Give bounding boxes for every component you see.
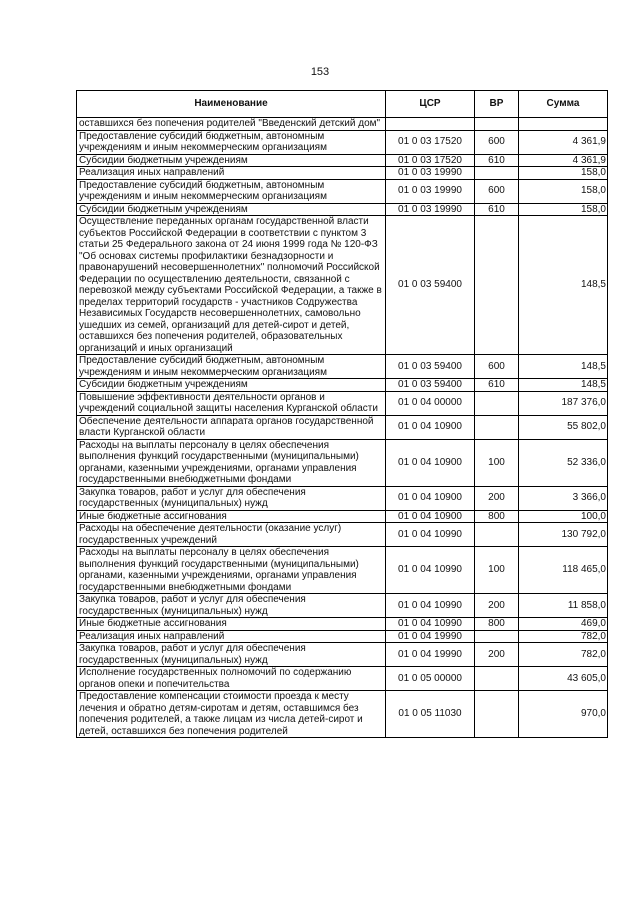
table-row bbox=[77, 510, 608, 523]
cell-sum bbox=[519, 118, 608, 131]
cell-vr: 600 bbox=[475, 179, 519, 203]
page-number: 153 bbox=[310, 66, 330, 78]
cell-vr: 100 bbox=[475, 547, 519, 594]
table-row bbox=[77, 379, 608, 392]
cell-vr: 610 bbox=[475, 154, 519, 167]
cell-name: Исполнение государственных полномочий по содержанию органов опеки и попечительства bbox=[77, 667, 386, 691]
table-row bbox=[77, 547, 608, 594]
table-row bbox=[77, 486, 608, 510]
table-row bbox=[77, 118, 608, 131]
cell-name: Предоставление субсидий бюджетным, автономным учреждениям и иным некоммерческим организациям bbox=[77, 130, 386, 154]
cell-name: Иные бюджетные ассигнования bbox=[77, 618, 386, 631]
header-csr: ЦСР bbox=[386, 91, 475, 118]
cell-name: Закупка товаров, работ и услуг для обеспечения государственных (муниципальных) нужд bbox=[77, 594, 386, 618]
cell-csr: 01 0 03 59400 bbox=[386, 379, 475, 392]
cell-csr: 01 0 03 59400 bbox=[386, 355, 475, 379]
cell-vr: 100 bbox=[475, 439, 519, 486]
cell-vr bbox=[475, 523, 519, 547]
table-row bbox=[77, 523, 608, 547]
cell-csr: 01 0 04 10990 bbox=[386, 618, 475, 631]
cell-vr: 600 bbox=[475, 130, 519, 154]
cell-vr bbox=[475, 630, 519, 643]
cell-vr: 200 bbox=[475, 643, 519, 667]
cell-name: Осуществление переданных органам государственной власти субъектов Российской Федерации в соответствии с пунктом 3 статьи 25 Федерального закона от 24 июня 1999 года № 120-ФЗ "Об основах системы профилактики безнадзорности и правонарушений несовершеннолетних" полномочий Российской Федерации по осуществлению деятельности, связанной с перевозкой между субъектами Российской Федерации, а также в пределах территорий государств - участников Содружества Независимых Государств несовершеннолетних, самовольно ушедших из семей, организаций для детей-сирот и детей, оставшихся без попечения родителей, образовательных организаций и иных организаций bbox=[77, 216, 386, 355]
cell-sum: 4 361,9 bbox=[519, 154, 608, 167]
cell-sum: 148,5 bbox=[519, 355, 608, 379]
cell-sum: 11 858,0 bbox=[519, 594, 608, 618]
cell-name: Предоставление субсидий бюджетным, автономным учреждениям и иным некоммерческим организациям bbox=[77, 179, 386, 203]
cell-sum: 148,5 bbox=[519, 216, 608, 355]
cell-csr: 01 0 05 00000 bbox=[386, 667, 475, 691]
cell-sum: 55 802,0 bbox=[519, 415, 608, 439]
table-row bbox=[77, 667, 608, 691]
table-row bbox=[77, 154, 608, 167]
cell-vr: 800 bbox=[475, 510, 519, 523]
cell-name: Предоставление компенсации стоимости проезда к месту лечения и обратно детям-сиротам и детям, оставшимся без попечения родителей, а также лицам из числа детей-сирот и детей, оставшихся без попечения родителей bbox=[77, 691, 386, 738]
cell-name: Закупка товаров, работ и услуг для обеспечения государственных (муниципальных) нужд bbox=[77, 486, 386, 510]
table-header bbox=[77, 91, 608, 118]
cell-csr: 01 0 03 19990 bbox=[386, 179, 475, 203]
cell-name: Повышение эффективности деятельности органов и учреждений социальной защиты населения Курганской области bbox=[77, 391, 386, 415]
cell-vr: 610 bbox=[475, 379, 519, 392]
cell-csr: 01 0 03 17520 bbox=[386, 130, 475, 154]
cell-name: Субсидии бюджетным учреждениям bbox=[77, 379, 386, 392]
cell-sum: 187 376,0 bbox=[519, 391, 608, 415]
cell-csr: 01 0 05 11030 bbox=[386, 691, 475, 738]
cell-csr bbox=[386, 118, 475, 131]
cell-sum: 130 792,0 bbox=[519, 523, 608, 547]
cell-csr: 01 0 03 59400 bbox=[386, 216, 475, 355]
cell-csr: 01 0 04 10900 bbox=[386, 510, 475, 523]
cell-name: Иные бюджетные ассигнования bbox=[77, 510, 386, 523]
table-row bbox=[77, 643, 608, 667]
table-row bbox=[77, 216, 608, 355]
cell-name: оставшихся без попечения родителей "Введенский детский дом" bbox=[77, 118, 386, 131]
header-row bbox=[77, 91, 608, 118]
cell-vr bbox=[475, 415, 519, 439]
cell-sum: 158,0 bbox=[519, 203, 608, 216]
table-row bbox=[77, 439, 608, 486]
cell-vr: 800 bbox=[475, 618, 519, 631]
cell-sum: 100,0 bbox=[519, 510, 608, 523]
cell-vr: 600 bbox=[475, 355, 519, 379]
cell-sum: 4 361,9 bbox=[519, 130, 608, 154]
cell-sum: 118 465,0 bbox=[519, 547, 608, 594]
table-row bbox=[77, 391, 608, 415]
cell-csr: 01 0 03 19990 bbox=[386, 167, 475, 180]
cell-name: Предоставление субсидий бюджетным, автономным учреждениям и иным некоммерческим организациям bbox=[77, 355, 386, 379]
cell-name: Расходы на выплаты персоналу в целях обеспечения выполнения функций государственными (муниципальными) органами, казенными учреждениями, органами управления государственными внебюджетными фондами bbox=[77, 439, 386, 486]
cell-name: Субсидии бюджетным учреждениям bbox=[77, 203, 386, 216]
cell-csr: 01 0 03 17520 bbox=[386, 154, 475, 167]
cell-sum: 782,0 bbox=[519, 630, 608, 643]
cell-vr: 200 bbox=[475, 486, 519, 510]
cell-sum: 43 605,0 bbox=[519, 667, 608, 691]
cell-name: Расходы на обеспечение деятельности (оказание услуг) государственных учреждений bbox=[77, 523, 386, 547]
cell-vr: 610 bbox=[475, 203, 519, 216]
cell-csr: 01 0 04 10900 bbox=[386, 415, 475, 439]
cell-name: Закупка товаров, работ и услуг для обеспечения государственных (муниципальных) нужд bbox=[77, 643, 386, 667]
table-row bbox=[77, 203, 608, 216]
header-sum: Сумма bbox=[519, 91, 608, 118]
cell-sum: 52 336,0 bbox=[519, 439, 608, 486]
cell-sum: 970,0 bbox=[519, 691, 608, 738]
budget-table bbox=[76, 90, 608, 738]
cell-csr: 01 0 04 10990 bbox=[386, 547, 475, 594]
cell-csr: 01 0 04 10900 bbox=[386, 439, 475, 486]
header-name: Наименование bbox=[77, 91, 386, 118]
table-row bbox=[77, 167, 608, 180]
cell-vr bbox=[475, 667, 519, 691]
cell-csr: 01 0 04 19990 bbox=[386, 643, 475, 667]
table-row bbox=[77, 594, 608, 618]
cell-vr bbox=[475, 167, 519, 180]
cell-csr: 01 0 04 10900 bbox=[386, 486, 475, 510]
table-row bbox=[77, 130, 608, 154]
table-body bbox=[77, 118, 608, 738]
cell-csr: 01 0 03 19990 bbox=[386, 203, 475, 216]
cell-csr: 01 0 04 10990 bbox=[386, 594, 475, 618]
cell-name: Обеспечение деятельности аппарата органов государственной власти Курганской области bbox=[77, 415, 386, 439]
cell-csr: 01 0 04 00000 bbox=[386, 391, 475, 415]
cell-sum: 782,0 bbox=[519, 643, 608, 667]
cell-sum: 3 366,0 bbox=[519, 486, 608, 510]
header-vr: ВР bbox=[475, 91, 519, 118]
cell-name: Расходы на выплаты персоналу в целях обеспечения выполнения функций государственными (муниципальными) органами, казенными учреждениями, органами управления государственными внебюджетными фондами bbox=[77, 547, 386, 594]
table-row bbox=[77, 415, 608, 439]
cell-name: Реализация иных направлений bbox=[77, 630, 386, 643]
cell-vr bbox=[475, 391, 519, 415]
cell-vr: 200 bbox=[475, 594, 519, 618]
table-row bbox=[77, 691, 608, 738]
table-row bbox=[77, 630, 608, 643]
cell-sum: 158,0 bbox=[519, 167, 608, 180]
cell-csr: 01 0 04 10990 bbox=[386, 523, 475, 547]
cell-sum: 148,5 bbox=[519, 379, 608, 392]
cell-vr bbox=[475, 118, 519, 131]
table-row bbox=[77, 179, 608, 203]
cell-name: Субсидии бюджетным учреждениям bbox=[77, 154, 386, 167]
cell-sum: 469,0 bbox=[519, 618, 608, 631]
cell-vr bbox=[475, 216, 519, 355]
table-row bbox=[77, 355, 608, 379]
cell-vr bbox=[475, 691, 519, 738]
table-row bbox=[77, 618, 608, 631]
cell-sum: 158,0 bbox=[519, 179, 608, 203]
cell-name: Реализация иных направлений bbox=[77, 167, 386, 180]
cell-csr: 01 0 04 19990 bbox=[386, 630, 475, 643]
